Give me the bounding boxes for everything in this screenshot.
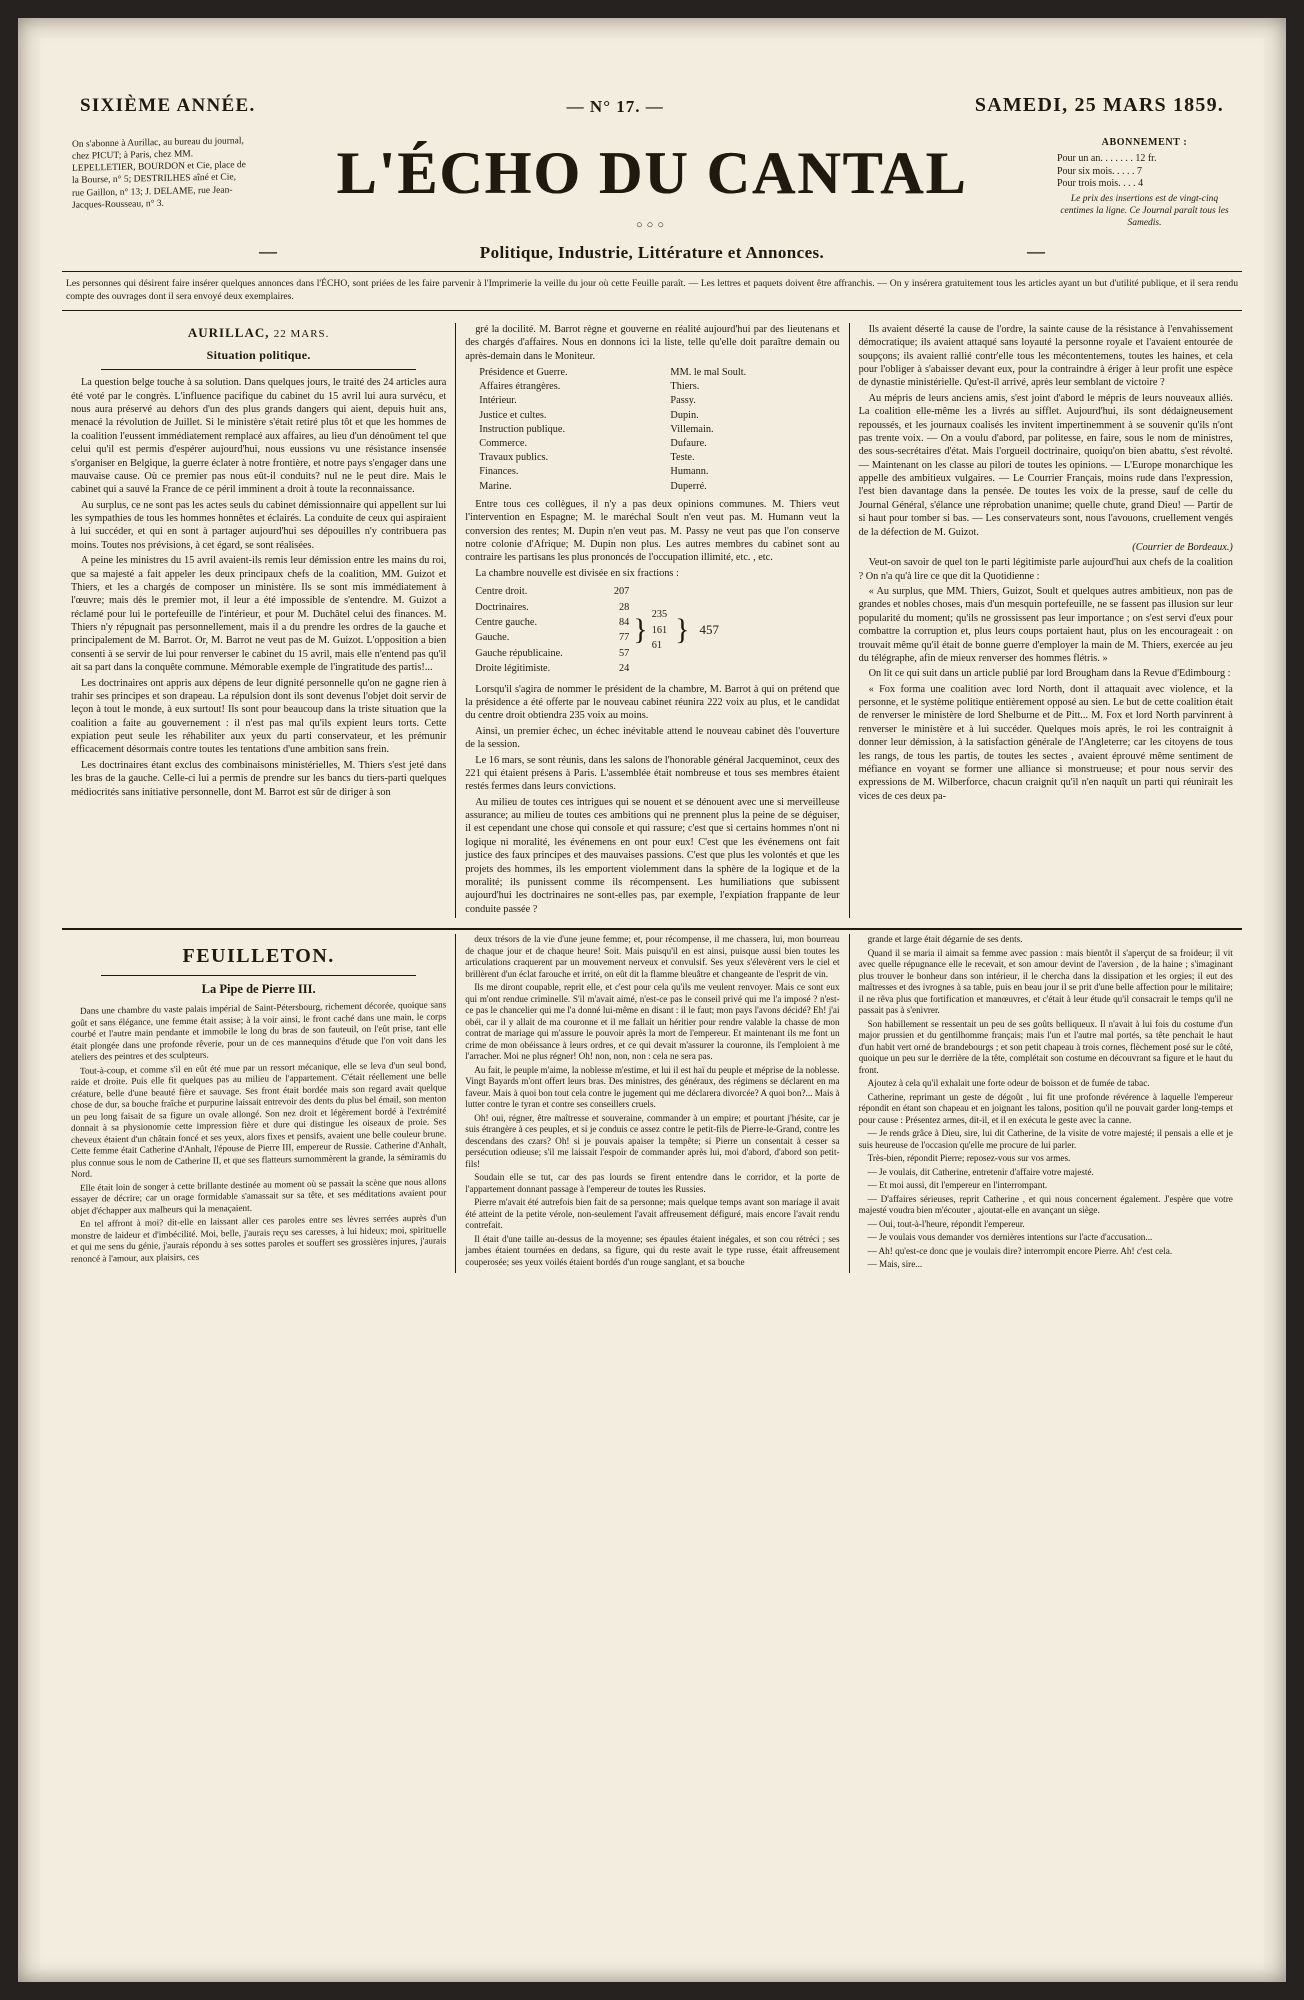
- paragraph: — Je voulais, dit Catherine, entretenir d'affaire votre majesté.: [867, 1166, 1094, 1177]
- paragraph: « Au surplus, que MM. Thiers, Guizot, Soult et quelques autres ambitieux, non pas de grandes et nobles choses, mais d'un mesquin portefeuille, ne se fassent pas illusion sur leur popularité du moment; qu'ils ne grossissent pas leur importance ; on s'est servi d'eux pour combattre la corruption et, plus leurs coups portaient haut, plus on les encourageait : on trouvait même qu'il était de bonne guerre d'employer la main de M. Thiers, exercée au jeu du télégraphe, afin de mieux renverser des hommes flétris. »: [858, 586, 1233, 664]
- edition-year: SIXIÈME ANNÉE.: [80, 95, 256, 116]
- cabinet-row: [465, 465, 839, 479]
- cabinet-name: MM. le mal Soult.: [670, 367, 747, 378]
- paragraph: Il était d'une taille au-dessus de la moyenne; ses épaules étaient inégales, et son cou rétréci ; ses jambes étaient tournées en dedans, sa figure, qui du reste avait le type russe, était affreusement couperosée; ses yeux voilés étaient bordés d'un rouge sanglant, et sa bouche: [465, 1233, 840, 1267]
- paragraph: Au milieu de toutes ces intrigues qui se nouent et se dénouent avec une si merveilleuse assurance; au milieu de toutes ces ambitions qui ne prennent plus la peine de se déguiser, il est cependant une chose qui console et qui rassure; c'est que si certains hommes n'ont ni logique ni moralité, les événemens en ont pour eux! C'est que les événemens ont fait justice des faux principes et des mauvaises passions. C'est que plus les volontés et que les projets des hommes, ils les emportent violemment dans la sphère de la logique et de la moralité; ils punissent comme ils récompensent. Les humiliations que subissent aujourd'hui les doctrinaires ne sont-elles pas, par exemple, l'expiation frappante de leur conduite passée ?: [465, 796, 840, 915]
- ornament-divider: ○○○: [636, 219, 668, 231]
- paragraph: Tout-à-coup, et comme s'il en eût été mue par un ressort mécanique, elle se leva d'un seul bond, raide et droite. Puis elle fit quelques pas au milieu de l'appartement. C'était réellement une belle créature, belle d'une beauté fière et sauvage. Ses front était bordée mais son regard avait quelque chose de dur, sa bouche fraîche et purpurine laissait entrevoir des dents du plus bel émail, son menton un peu long faisait de sa figure un ovale allongé. Son nez droit et légèrement bordé à l'extrémité donnait à sa physionomie cette impression fière et dure qui distingue les oiseaux de proie. Ses cheveux étaient d'un châtain foncé et ses yeux, alors fixes et pensifs, avaient une belle couleur brune. Cette femme était Catherine d'Anhalt, l'épouse de Pierre III, empereur de Russie. Catherine d'Anhalt, plus connue sous le nom de Catherine II, et que ses flatteurs surnommèrent la grande, la sémiramis du Nord.: [71, 1058, 447, 1179]
- column-three: [849, 323, 1242, 918]
- cabinet-post: Commerce.: [479, 438, 528, 450]
- chamber-fractions: [475, 584, 839, 677]
- fraction-value: 77: [618, 632, 630, 644]
- fraction-labels: [475, 584, 595, 677]
- newspaper-sheet: [40, 38, 1264, 1970]
- cabinet-name: Dupin.: [670, 409, 699, 421]
- paragraph: Les doctrinaires ont appris aux dépens de leur dignité personnelle qu'on ne gagne rien à trahir ses principes et son drapeau. La répulsion dont ils sont devenus l'objet doit servir de leçon à tout le monde, à eux surtout! Ils sont pour beaucoup dans la triste situation que la coalition a faite au gouvernement : il n'est pas mal qu'ils expient leurs torts. Cette expiation peut seule les réhabiliter aux yeux du parti conservateur, et les prémunir efficacement désormais contre toutes les tentations d'une ambition sans frein.: [71, 677, 447, 756]
- paragraph: Lorsqu'il s'agira de nommer le président de la chambre, M. Barrot à qui on prétend que la présidence a été offerte par le nouveau cabinet réunira 222 voix au plus, et le candidat du centre droit obtiendra 235 voix au moins.: [465, 683, 840, 722]
- feuilleton-divider: [62, 928, 1242, 930]
- fraction-label: Gauche républicaine.: [475, 647, 563, 659]
- paragraph: « Fox forma une coalition avec lord North, dont il attaquait avec violence, et la personne, et le système politique entièrement opposé au sien. Le but de cette coalition était de renverser le ministère de lord Shelburne et de Pitt... M. Fox et lord North parvinrent à renverser le ministère et à lui succéder. Quelques mois après, le roi les contraignit à donner leur démission, à la satisfaction générale de l'Angleterre; car les citoyens de tous les rangs, de tous les partis, de toutes les sectes , avaient éprouvé même sentiment de méfiance en voyant se former une alliance si monstrueuse; et pour nous servir des expressions de M. Wilberforce, chacun craignit qu'il n'en naquît un parti qui réunirait les vices de ces deux pa-: [858, 683, 1233, 802]
- fraction-label: Doctrinaires.: [475, 601, 529, 613]
- abonnement-title: ABONNEMENT :: [1101, 137, 1188, 148]
- abonnement-line: Pour un an. . . . . . . 12 fr.: [1057, 152, 1157, 164]
- cabinet-name: Teste.: [670, 452, 695, 464]
- column-one: [62, 323, 455, 918]
- fraction-label: Gauche.: [475, 632, 510, 644]
- subscription-info: On s'abonne à Aurillac, au bureau du journal, chez PICUT; à Paris, chez MM. LEPELLETIER, BOURDON et Cie, place de la Bourse, n° 5; DESTRILHES aîné et Cie, rue Gaillon, n° 13; J. DELAME, rue Jean-Jacques-Rousseau, n° 3.: [72, 136, 246, 211]
- abonnement-note: Le prix des insertions est de vingt-cinq centimes la ligne. Ce Journal paraît tous les Samedis.: [1060, 194, 1229, 228]
- paragraph: gré la docilité. M. Barrot règne et gouverne en réalité aujourd'hui par des lieutenans et des chargés d'affaires. Nous en donnons ici la liste, telle qu'elle doit paraître demain ou après-demain dans le Moniteur.: [465, 323, 840, 362]
- cabinet-name: Passy.: [670, 395, 696, 407]
- paragraph: Le 16 mars, se sont réunis, dans les salons de l'honorable général Jacqueminot, ceux des 221 qui étaient présens à Paris. L'assemblée était nombreuse et tous ses membres étaient restés fermes dans leurs convictions.: [465, 754, 840, 793]
- cabinet-name: Thiers.: [670, 381, 700, 393]
- paragraph: Dans une chambre du vaste palais impérial de Saint-Pétersbourg, richement décorée, quoique sans goût et sans élégance, une femme était assise; à la voir ainsi, le front caché dans une main, le corps courbé et l'autre main pendante et immobile le long du bras de son fauteuil, on l'eût prise, tant elle était plongée dans une profonde rêverie, pour un de ces mannequins d'étude que l'on voit dans les ateliers des peintres et des sculpteurs.: [71, 999, 447, 1062]
- article-signature: (Courrier de Bordeaux.): [1132, 541, 1233, 553]
- paragraph: Soudain elle se tut, car des pas lourds se firent entendre dans le corridor, et la porte de l'appartement donnant passage à l'empereur de toutes les Russies.: [465, 1172, 840, 1194]
- cabinet-post: Intérieur.: [479, 395, 517, 407]
- cabinet-row: [465, 451, 839, 465]
- cabinet-row: [465, 366, 839, 380]
- fraction-subtotals: [652, 607, 667, 653]
- dash-right: —: [1026, 240, 1045, 261]
- main-columns: [62, 323, 1242, 918]
- paragraph: Oh! oui, régner, être maîtresse et souveraine, commander à un empire; et pourtant j'hésite, car je suis étrangère à ces peuples, et si je conduis ce assez contre le petit-fils de Pierre-le-Grand, contre les descendans des czars? Oh! si je pouvais apaiser la tempête; si Pierre un consentait à cesser sa persécution odieuse; s'il me laissait l'espoir de commander après lui, moi d'abord, d'abord son petit-fils!: [465, 1112, 840, 1169]
- paragraph: Les doctrinaires étant exclus des combinaisons ministérielles, M. Thiers s'est jeté dans les bras de la gauche. Celle-ci lui a permis de prendre sur les bancs du tiers-parti quelques médiocrités sans initiative personnelle, dont M. Barrot est sûr de diriger à son: [71, 759, 447, 798]
- cabinet-row: [465, 380, 839, 394]
- dateline-city: AURILLAC,: [187, 324, 270, 340]
- cabinet-row: [465, 437, 839, 451]
- feuilleton-heading: FEUILLETON.: [182, 945, 335, 968]
- issue-number: — N° 17. —: [566, 97, 664, 116]
- brace-glyph-outer: }: [675, 613, 690, 647]
- fraction-value: 57: [618, 647, 630, 659]
- paragraph: — Ah! qu'est-ce donc que je voulais dire? interrompit encore Pierre. Ah! c'est cela.: [867, 1245, 1173, 1256]
- paragraph: La question belge touche à sa solution. Dans quelques jours, le traité des 24 articles aura été voté par le congrès. L'influence pacifique du cabinet du 15 avril lui aura survécu, et nous aura préservé au dehors d'un des plus grands dangers qui aient, depuis huit ans, menacé la révolution de Juillet. Si le ministère s'était retiré plus tôt et que les hommes de la coalition l'eussent immédiatement remplacé aux affaires, au lieu d'un dénoûment tel que celui qu'il est permis d'espérer aujourd'hui, nous eussions vu une résistance insensée s'organiser en Belgique, la guerre éclater à notre frontière, et notre pays s'engager dans une mauvaise cause. Où ce premier pas nous eût-il conduits? nul ne le peut dire. Mais le cabinet qui a sauvé la France de ce péril imminent a droit à toute la reconnaissance.: [71, 377, 447, 496]
- paragraph: Veut-on savoir de quel ton le parti légitimiste parle aujourd'hui aux chefs de la coalition ? On n'a qu'à lire ce que dit la Quotidienne :: [858, 557, 1233, 582]
- insertion-notice: Les personnes qui désirent faire insérer quelques annonces dans l'ÉCHO, sont priées de les faire parvenir à l'Imprimerie la veille du jour où cette Feuille paraît. — Les lettres et paquets doivent être affranchis. — On y insérera gratuitement tous les articles ayant un but d'utilité publique, et il sera rendu compte des ouvrages dont il sera envoyé deux exemplaires.: [62, 271, 1242, 311]
- fraction-label: Centre droit.: [475, 586, 528, 598]
- fraction-label: Droite légitimiste.: [475, 663, 551, 675]
- masthead-top-line: [62, 94, 1242, 117]
- brace-glyph: }: [633, 613, 648, 647]
- paragraph: — Et moi aussi, dit l'empereur en l'interrompant.: [867, 1180, 1048, 1191]
- cabinet-row: [465, 423, 839, 437]
- title-block: [247, 137, 1057, 263]
- cabinet-post: Travaux publics.: [479, 452, 549, 464]
- subtotal-1: 235: [651, 609, 668, 621]
- paragraph: Son habillement se ressentait un peu de ses goûts belliqueux. Il n'avait à lui fois du costume d'un major prussien et du gentilhomme français; mais l'un et l'autre mal portés, sa tête penchait le haut d'un habit vert orné de brandebourgs ; et son petit chapeau à trois cornes, flèchement posé sur le côté, quoique un peu sur le derrière de la tête, complétait son costume en découvrant sa figure et le haut du front.: [858, 1018, 1233, 1075]
- fraction-value: 24: [618, 663, 630, 675]
- cabinet-name: Humann.: [670, 466, 709, 478]
- cabinet-row: [465, 480, 839, 494]
- cabinet-list: [465, 366, 839, 494]
- section-heading: Situation politique.: [206, 347, 311, 362]
- paragraph: Pierre m'avait été autrefois bien fait de sa personne; mais quelque temps avant son mariage il avait été atteint de la petite vérole, non-seulement l'avait affreusement défiguré, mais encore l'avait rendu contrefait.: [465, 1197, 840, 1231]
- paragraph: Ils me diront coupable, reprit elle, et c'est pour cela qu'ils me veulent renvoyer. Mais ce sont eux qui m'ont rendue criminelle. S'il m'avait aimé, n'est-ce pas le conseil privé qui me l'a imposé ? n'est-ce pas le chancelier qui me l'a donné lui-même en disant : il le faut; mon pays l'avons décidé? Eh! j'ai obéi, car il y allait de ma couronne et il me fallait un héritier pour rendre valable la chasse de mon contrat de mariage qui m'assure le pouvoir après la mort de l'empereur. Et maintenant ils me font un crime de mon obéissance à leurs ordres, et ce qui devait m'assurer la couronne, ils l'emploient à me l'arracher. Moi ne plus régner! Oh! non, non, non : cela ne sera pas.: [465, 982, 840, 1062]
- paragraph: Très-bien, répondit Pierre; reposez-vous sur vos armes.: [867, 1153, 1071, 1164]
- cabinet-post: Instruction publique.: [479, 423, 566, 435]
- masthead: [62, 137, 1242, 263]
- paragraph: — Mais, sire...: [867, 1259, 923, 1270]
- paragraph: — Oui, tout-à-l'heure, répondit l'empereur.: [867, 1218, 1025, 1229]
- paragraph: Ils avaient déserté la cause de l'ordre, la sainte cause de la résistance à l'envahissement démocratique; ils avaient attaqué sans loyauté la personne royale et l'avaient entourée de soupçons; ils avaient rallié contr'elle tous les mécontentemens, toutes les haines, et cela pour l'obliger à s'abaisser devant eux, pour la contraindre à ériger à leur profit une espèce de dynastie ministérielle. Qu'est-il arrivé, après leur semblant de victoire ?: [858, 323, 1233, 389]
- abonnement-line: Pour six mois. . . . . 7: [1057, 165, 1143, 177]
- feuilleton-columns: [62, 934, 1242, 1273]
- publication-date: SAMEDI, 25 MARS 1859.: [974, 94, 1224, 116]
- subtotal-3: 61: [651, 640, 662, 652]
- subtotal-2: 161: [651, 624, 668, 636]
- paragraph: Ajoutez à cela qu'il exhalait une forte odeur de boisson et de fumée de tabac.: [867, 1078, 1150, 1089]
- paragraph: deux trésors de la vie d'une jeune femme; et, pour récompense, il me chassera, lui, mon bourreau de chaque jour et de chaque heure! Soit. Mais puisqu'il en est ainsi, puisque aussi bien toutes les articulations craquerent par un mouvement nerveux et convulsif. Ses yeux s'élevèrent vers le ciel et brillèrent d'un éclat farouche et irrité, on eût dit la flamme bleuâtre et changeante de l'esprit de vin.: [465, 934, 840, 979]
- cabinet-row: [465, 409, 839, 423]
- cabinet-post: Finances.: [479, 466, 519, 478]
- cabinet-post: Justice et cultes.: [479, 409, 547, 421]
- cabinet-name: Dufaure.: [670, 438, 707, 450]
- paragraph: En tel affront à moi? dit-elle en laissant aller ces paroles entre ses lèvres serrées auprès d'un monstre de laideur et d'imbécilité. Moi, belle, j'aurais reçu ses caresses, à lui hideux; moi, spirituelle et qui me sens du génie, j'aurais répondu à ses sottes paroles et souffert ses grossières injures, j'aurais renoncé à l'amour, aux plaisirs, ces: [71, 1212, 447, 1264]
- feuilleton-column-one: [62, 934, 455, 1273]
- paragraph: A peine les ministres du 15 avril avaient-ils remis leur démission entre les mains du roi, que sa majesté a fait appeler les deux principaux chefs de la coalition, MM. Guizot et Thiers, et les a chargés de composer un ministère. Ils se sont mis immédiatement à l'œuvre; mais dès le premier mot, il leur a été impossible de s'entendre. M. Guizot a réclamé pour lui le portefeuille de l'intérieur, et pour M. Duchâtel celui des finances. M. Thiers n'y répugnait pas personnellement, mais il a du prendre les ordres de la gauche et principalement de M. Barrot. Or, M. Barrot ne veut pas de M. Guizot. L'opposition a bien consenti à se servir de lui pour renverser le cabinet du 15 avril, mais elle n'entend pas qu'il ait sa part dans la conquête commune. Mémorable exemple de l'ingratitude des partis!...: [71, 555, 447, 674]
- paragraph: — D'affaires sérieuses, reprit Catherine , et qui nous concernent également. J'espère que votre majesté voudra bien m'écouter , ajoutat-elle en avançant un siège.: [858, 1193, 1233, 1216]
- fraction-label: Centre gauche.: [475, 616, 538, 628]
- paragraph: Quand il se maria il aimait sa femme avec passion : mais bientôt il s'aperçut de sa froideur; il vit avec quelle répugnance elle le recevait, et son amour devint de l'aversion , de la haine ; s'imaginant plus trouver le bonheur dans son intérieur, il le chercha dans la dissipation et les orgies; il eut des maîtresses et des ivrognes à sa table, puis en beau jour il se prit d'une belle affection pour le militaire; il ne rêva plus que fortification et manœuvres, et c'était à leur étude qu'il consacrait le temps qu'il ne passait pas à s'enivrer.: [858, 947, 1233, 1016]
- cabinet-post: Présidence et Guerre.: [479, 367, 568, 378]
- abonnement-box: [1057, 137, 1232, 230]
- paragraph: Au mépris de leurs anciens amis, s'est joint d'abord le mépris de leurs nouveaux alliés. La coalition elle-même les a livrés au sifflet. Aujourd'hui, ils sont dédaigneusement repoussés, et les journaux coalisés les invitent impertinemment à se souvenir qu'ils n'ont pas trente voix. — On a voulu d'abord, par politesse, en faire, sous le nom de ministres, des sous-secrétaires d'état. Mais l'orgueil doctrinaire, quoiqu'on bien abattu, s'est révolté. — Maintenant on les classe au pilori de toutes les opinions. — L'Europe monarchique les appelle des ambitieux vulgaires. — Le Courrier Français, moins rude dans l'expression, l'est bien davantage dans la pensée. De toutes les voix de la presse, sauf de celle du Journal Général, s'élance une réprobation unanime; quelle chute, grand Dieu! — Partir de si haut pour tomber si bas. — Les conservateurs sont, nous l'avouons, cruellement vengés de la défection de M. Guizot.: [858, 392, 1233, 538]
- paragraph: grande et large était dégarnie de ses dents.: [867, 934, 1023, 945]
- dateline: [71, 325, 446, 342]
- dash-left: —: [259, 240, 277, 261]
- paragraph: — Je rends grâce à Dieu, sire, lui dit Catherine, de la visite de votre majesté; il pensais a elle et je suis heureuse de l'occasion qu'elle me procure de lui parler.: [858, 1128, 1233, 1150]
- paragraph: Au fait, le peuple m'aime, la noblesse m'estime, et lui il est haï du peuple et méprise de la noblesse. Vingt Bayards m'ont offert leurs bras. Des ministres, des généraux, des régimens se déclarent en ma faveur. Mais à quoi bon tout cela contre le jugement qui me déclarera divorcée? A quoi bon?... Mais à lutter contre le tyran et contre ses conseillers cruels.: [465, 1064, 840, 1110]
- fraction-value: 84: [618, 616, 630, 628]
- feuilleton-column-three: [849, 934, 1242, 1273]
- newspaper-title: L'ÉCHO DU CANTAL: [336, 140, 968, 206]
- cabinet-row: [465, 394, 839, 408]
- paragraph: Ainsi, un premier échec, un échec inévitable attend le nouveau cabinet dès l'ouverture de la session.: [465, 725, 840, 751]
- fraction-value: 207: [613, 586, 630, 598]
- dateline-date: 22 MARS.: [273, 327, 330, 340]
- column-two: [455, 323, 848, 918]
- feuilleton-story-title: La Pipe de Pierre III.: [201, 982, 316, 997]
- newspaper-subtitle: Politique, Industrie, Littérature et Annonces.: [479, 243, 825, 262]
- cabinet-post: Marine.: [479, 480, 512, 492]
- paragraph: Entre tous ces collègues, il n'y a pas deux opinions communes. M. Thiers veut l'intervention en Espagne; M. le maréchal Soult n'en veut pas. M. Humann veut la conversion des rentes; M. Dupin n'en veut pas. M. Passy ne veut pas que l'on conserve notre colonie d'Afrique; M. Dupin non plus. Les autres membres du cabinet sont au contraire les partisans les plus prononcés de l'occupation illimité, etc. , etc.: [465, 498, 840, 564]
- paragraph: — Je voulais vous demander vos dernières intentions sur l'acte d'accusation...: [867, 1232, 1153, 1243]
- paragraph: Catherine, reprimant un geste de dégoût , lui fit une profonde révérence à laquelle l'empereur répondit en étant son chapeau et en joignant les talons, position qu'il ne pouvait garder long-temps et pour cause : Présentez armes, dit-il, et il en exécuta le geste avec la canne.: [858, 1091, 1233, 1125]
- fraction-values: [595, 584, 629, 677]
- cabinet-post: Affaires étrangères.: [479, 381, 561, 393]
- paragraph: Au surplus, ce ne sont pas les actes seuls du cabinet démissionnaire qui appellent sur lui les sympathies de tous les hommes honnêtes et éclairés. La conduite de ceux qui aspiraient à lui succéder, et qui en sont à partager aujourd'hui ses dépouilles n'y contribuera pas moins. Toutes nos prévisions, à cet égard, se sont réalisées.: [71, 499, 447, 551]
- cabinet-name: Villemain.: [670, 423, 714, 435]
- paragraph: On lit ce qui suit dans un article publié par lord Brougham dans la Revue d'Edimbourg :: [868, 668, 1231, 680]
- abonnement-line: Pour trois mois. . . . 4: [1057, 178, 1144, 190]
- feuilleton-rule-thin: [101, 975, 416, 976]
- section-rule: [101, 369, 416, 370]
- paragraph: La chambre nouvelle est divisée en six fractions :: [475, 567, 679, 579]
- paragraph: Elle était loin de songer à cette brillante destinée au moment où se passait la scène que nous allons essayer de décrire; car un orage formidable s'amassait sur sa tête, et ses méditations avaient pour objet d'échapper aux malheurs qui la menaçaient.: [71, 1175, 447, 1216]
- fraction-value: 28: [618, 601, 630, 613]
- cabinet-name: Duperré.: [670, 480, 707, 492]
- feuilleton-column-two: [455, 934, 848, 1273]
- fraction-total: 457: [699, 621, 720, 637]
